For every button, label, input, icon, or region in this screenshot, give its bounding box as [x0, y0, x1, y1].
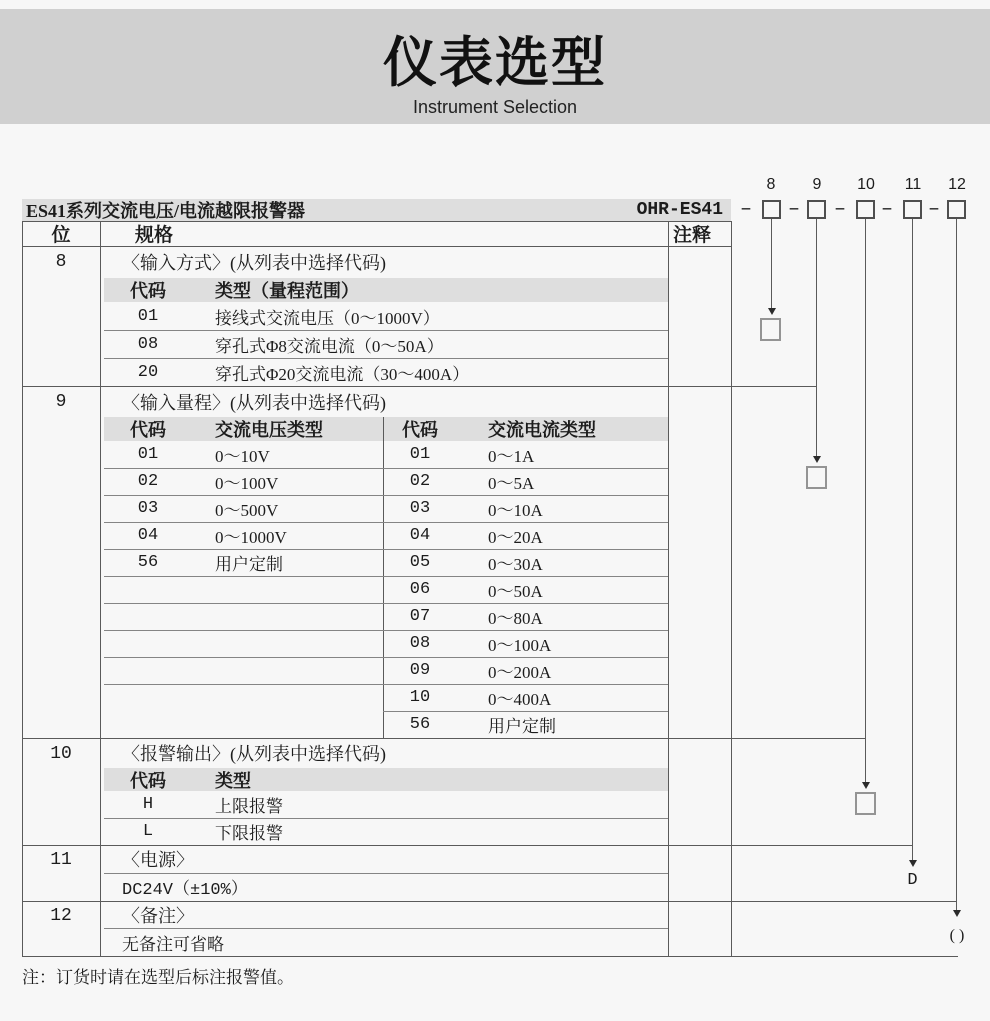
arrow-down-icon	[862, 782, 870, 789]
section9-title: 〈输入量程〉(从列表中选择代码)	[122, 392, 386, 413]
voltage-row-type: 0～500V	[215, 501, 279, 520]
current-row-code: 09	[409, 661, 431, 680]
section10-row-code: L	[142, 822, 154, 841]
current-row-code: 04	[409, 526, 431, 545]
code-entry-box-9	[806, 466, 827, 489]
current-row-code: 07	[409, 607, 431, 626]
dash-separator: –	[833, 197, 846, 221]
voltage-row-code: 56	[137, 553, 159, 572]
section8-row-type: 穿孔式Φ20交流电流（30～400A）	[215, 364, 470, 384]
current-row-code: 03	[409, 499, 431, 518]
dash-separator: –	[787, 197, 800, 221]
section10-head-type: 类型	[215, 770, 251, 791]
section10-position: 10	[50, 744, 72, 764]
digit-label-12: 12	[948, 176, 966, 193]
section9-position: 9	[55, 392, 67, 412]
section8-position: 8	[55, 252, 67, 272]
page-subtitle: Instrument Selection	[412, 96, 578, 117]
current-row-code: 08	[409, 634, 431, 653]
voltage-row-type: 用户定制	[215, 555, 283, 574]
section9-right-head-code: 代码	[402, 420, 438, 440]
col-header-spec: 规格	[135, 225, 174, 246]
section12-row-value: 无备注可省略	[122, 934, 224, 954]
model-digit-box-9	[807, 200, 826, 219]
voltage-row-type: 0～1000V	[215, 528, 287, 547]
voltage-row-code: 03	[137, 499, 159, 518]
leader-line-8	[771, 219, 772, 308]
current-row-type: 0～5A	[488, 474, 535, 493]
page-title: 仪表选型	[383, 32, 607, 93]
leader-line-9	[816, 219, 817, 456]
current-row-code: 06	[409, 580, 431, 599]
col-header-note: 注释	[673, 225, 712, 246]
dash-separator: –	[880, 197, 893, 221]
leader-line-12	[956, 219, 957, 910]
footnote: 注：订货时请在选型后标注报警值。	[22, 967, 294, 987]
dash-separator: –	[927, 197, 940, 221]
current-row-type: 0～20A	[488, 528, 543, 547]
current-row-type: 0～50A	[488, 582, 543, 601]
voltage-row-code: 02	[137, 472, 159, 491]
section12-title: 〈备注〉	[122, 905, 194, 926]
voltage-row-code: 01	[137, 445, 159, 464]
section9-right-head-type: 交流电流类型	[488, 420, 596, 440]
section8-row-code: 08	[137, 334, 159, 354]
section8-row-code: 20	[137, 362, 159, 382]
col-header-position: 位	[51, 225, 71, 246]
model-digit-box-11	[903, 200, 922, 219]
section8-head-type: 类型（量程范围）	[215, 281, 359, 301]
voltage-row-code: 04	[137, 526, 159, 545]
arrow-down-icon	[909, 860, 917, 867]
section8-row-code: 01	[137, 306, 159, 326]
arrow-down-icon	[768, 308, 776, 315]
remark-code-hint: ( )	[949, 927, 965, 944]
power-code-hint: D	[907, 870, 918, 890]
current-row-type: 0～80A	[488, 609, 543, 628]
digit-label-9: 9	[812, 176, 822, 193]
leader-line-11	[912, 219, 913, 860]
section10-title: 〈报警输出〉(从列表中选择代码)	[122, 744, 386, 764]
digit-label-11: 11	[904, 176, 922, 193]
table-border-top	[22, 221, 732, 222]
model-prefix: OHR-ES41	[636, 200, 723, 220]
arrow-down-icon	[953, 910, 961, 917]
leader-line-10	[865, 219, 866, 782]
current-row-type: 0～1A	[488, 447, 535, 466]
current-row-code: 10	[409, 688, 431, 707]
current-row-type: 0～30A	[488, 555, 543, 574]
digit-label-10: 10	[857, 176, 875, 193]
section11-position: 11	[50, 849, 72, 870]
current-row-type: 0～200A	[488, 663, 552, 682]
arrow-down-icon	[813, 456, 821, 463]
section8-row-type: 接线式交流电压（0～1000V）	[215, 308, 440, 328]
section8-head-code: 代码	[130, 281, 166, 301]
section8-title: 〈输入方式〉(从列表中选择代码)	[122, 253, 386, 273]
model-digit-box-10	[856, 200, 875, 219]
current-row-code: 02	[409, 472, 431, 491]
current-row-type: 用户定制	[488, 717, 556, 736]
section10-row-type: 下限报警	[215, 824, 283, 843]
code-entry-box-8	[760, 318, 781, 341]
current-row-type: 0～400A	[488, 690, 552, 709]
section9-left-head-type: 交流电压类型	[215, 420, 323, 440]
model-digit-box-12	[947, 200, 966, 219]
section12-position: 12	[50, 905, 72, 926]
section8-row-type: 穿孔式Φ8交流电流（0～50A）	[215, 336, 444, 356]
section11-title: 〈电源〉	[122, 850, 194, 870]
current-row-code: 56	[409, 715, 431, 734]
section10-row-code: H	[142, 795, 154, 814]
model-digit-box-8	[762, 200, 781, 219]
current-row-code: 05	[409, 553, 431, 572]
section10-head-code: 代码	[130, 770, 166, 791]
voltage-row-type: 0～10V	[215, 447, 270, 466]
section9-left-head-code: 代码	[130, 420, 166, 440]
section10-row-type: 上限报警	[215, 797, 283, 816]
current-row-type: 0～10A	[488, 501, 543, 520]
table-border-bottom	[22, 956, 958, 957]
series-title: ES41系列交流电压/电流越限报警器	[26, 201, 306, 221]
section11-row-value: DC24V（±10%）	[122, 881, 248, 900]
digit-label-8: 8	[766, 176, 776, 193]
code-entry-box-10	[855, 792, 876, 815]
current-row-type: 0～100A	[488, 636, 552, 655]
current-row-code: 01	[409, 445, 431, 464]
voltage-row-type: 0～100V	[215, 474, 279, 493]
dash-separator: –	[739, 197, 752, 221]
page-banner	[0, 9, 990, 124]
